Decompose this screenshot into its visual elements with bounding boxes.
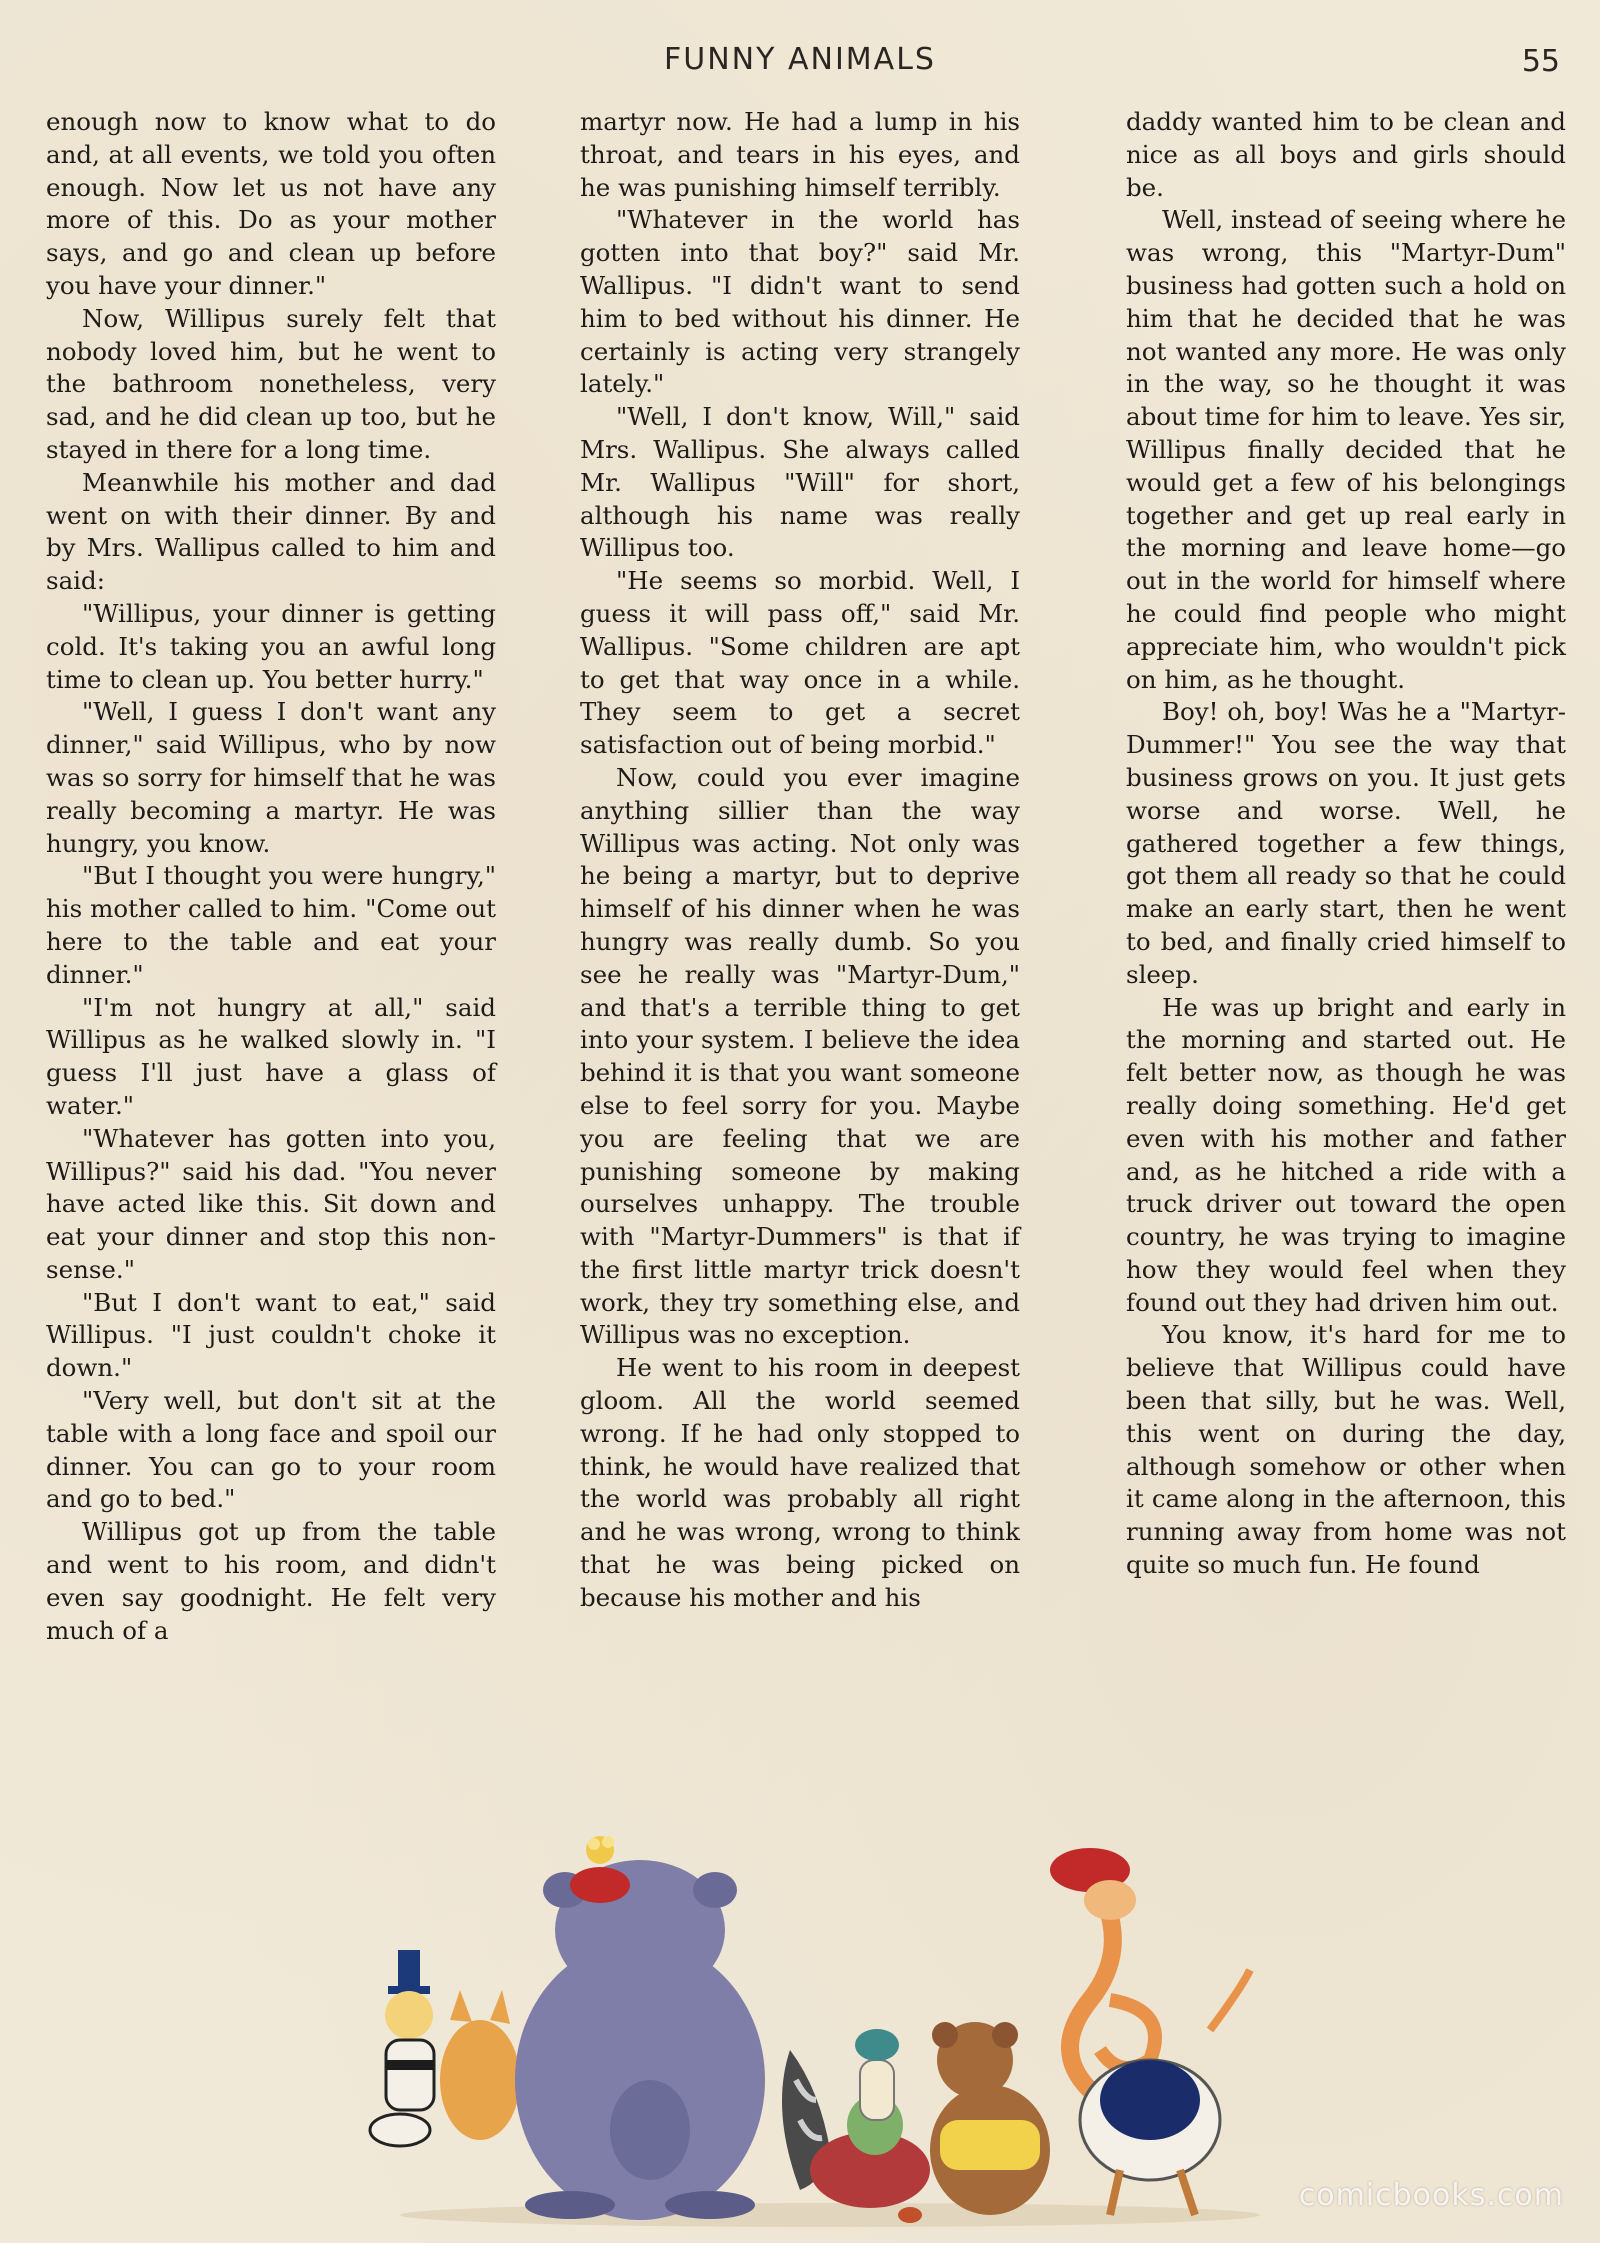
paragraph: "Well, I guess I don't want any dinner," said Willipus, who by now was so sorry for himself that he was really becoming a martyr. He was hungry, you know.	[46, 697, 496, 858]
page-number: 55	[1521, 44, 1560, 79]
paragraph: "Whatever in the world has gotten into that boy?" said Mr. Wallipus. "I didn't want to send him to bed without his dinner. He certainly is acting very strangely lately."	[580, 205, 1020, 399]
top-hat-character	[370, 1950, 434, 2146]
paragraph: "He seems so morbid. Well, I guess it will pass off," said Mr. Wallipus. "Some children are apt to get that way once in a while. They seem to get a secret satisfaction out of being morbid."	[580, 566, 1020, 760]
paragraph: "Very well, but don't sit at the table with a long face and spoil our dinner. You can go to your room and go to bed."	[46, 1386, 496, 1514]
turtle	[810, 2029, 930, 2208]
text-column-1	[46, 106, 496, 1647]
paragraph: Boy! oh, boy! Was he a "Martyr-Dummer!" You see the way that business grows on you. It just gets worse and worse. Well, he gathered together a few things, got them all ready so that he could make an early start, then he went to bed, and finally cried himself to sleep.	[1126, 697, 1566, 989]
paragraph: Meanwhile his mother and dad went on with their dinner. By and by Mrs. Wallipus called to him and said:	[46, 467, 496, 596]
text-column-2	[580, 106, 1020, 1615]
paragraph: He was up bright and early in the morning and started out. He felt better now, as though he was really doing something. He'd get even with his mother and father and, as he hitched a ride with a truck driver out toward the open country, he was trying to imagine how they would feel when they found out they had driven him out.	[1126, 992, 1566, 1317]
paragraph: Well, instead of seeing where he was wrong, this "Martyr-Dum" business had gotten such a hold on him that he decided that he was not wanted any more. He was only in the way, so he thought it was about time for him to leave. Yes sir, Willipus finally decided that he would get a few of his belongings together and get up real early in the morning and leave home—go out in the world for himself where he could find people who might appreciate him, who wouldn't pick on him, as he thought.	[1126, 205, 1566, 694]
bear-cub	[930, 2022, 1050, 2215]
paragraph: "I'm not hungry at all," said Willipus as he walked slowly in. "I guess I'll just have a glass of water."	[46, 992, 496, 1120]
paragraph: "But I don't want to eat," said Willipus. "I just couldn't choke it down."	[46, 1287, 496, 1383]
orange-cat	[440, 1990, 520, 2140]
paragraph: "Whatever has gotten into you, Willipus?" said his dad. "You never have acted like this. Sit down and eat your dinner and stop this nonsense."	[46, 1123, 496, 1284]
paragraph: "Well, I don't know, Will," said Mrs. Wallipus. She always called Mr. Wallipus "Will" for short, although his name was really Willipus too.	[580, 402, 1020, 563]
ostrich	[1050, 1848, 1250, 2215]
paragraph: martyr now. He had a lump in his throat, and tears in his eyes, and he was punishing himself terribly.	[580, 107, 1020, 202]
cartoon-animals-illustration	[350, 1830, 1310, 2230]
text-column-3	[1126, 106, 1566, 1582]
paragraph: You know, it's hard for me to believe that Willipus could have been that silly, but he was. Well, this went on during the day, although somehow or other when it came along in the afternoon, this running away from home was not quite so much fun. He found	[1126, 1320, 1566, 1580]
paragraph: enough now to know what to do and, at all events, we told you often enough. Now let us not have any more of this. Do as your mother says, and go and clean up before you have your dinner."	[46, 107, 496, 300]
paragraph: "Willipus, your dinner is getting cold. It's taking you an awful long time to clean up. You better hurry."	[46, 598, 496, 694]
large-grey-animal	[515, 1860, 765, 2220]
tiny-bug	[898, 2207, 922, 2223]
paragraph: Now, could you ever imagine anything sillier than the way Willipus was acting. Not only was he being a martyr, but to deprive himself of his dinner when he was hungry was really dumb. So you see he really was "Martyr-Dum," and that's a terrible thing to get into your system. I believe the idea behind it is that you want someone else to feel sorry for you. Maybe you are feeling that we are punishing someone by making ourselves unhappy. The trouble with "Martyr-Dummers" is that if the first little martyr trick doesn't work, they try something else, and Willipus was no exception.	[580, 762, 1020, 1350]
paragraph: Now, Willipus surely felt that nobody loved him, but he went to the bathroom nonetheless, very sad, and he did clean up too, but he stayed in there for a long time.	[46, 303, 496, 464]
paragraph: Willipus got up from the table and went to his room, and didn't even say goodnight. He felt very much of a	[46, 1517, 496, 1645]
site-watermark: comicbooks.com	[1298, 2178, 1564, 2213]
page-title: FUNNY ANIMALS	[664, 42, 936, 77]
paragraph: He went to his room in deepest gloom. All the world seemed wrong. If he had only stopped to think, he would have realized that the world was probably all right and he was wrong, wrong to think that he was being picked on because his mother and his	[580, 1353, 1020, 1612]
paragraph: daddy wanted him to be clean and nice as all boys and girls should be.	[1126, 107, 1566, 202]
paragraph: "But I thought you were hungry," his mother called to him. "Come out here to the table and eat your dinner."	[46, 861, 496, 989]
